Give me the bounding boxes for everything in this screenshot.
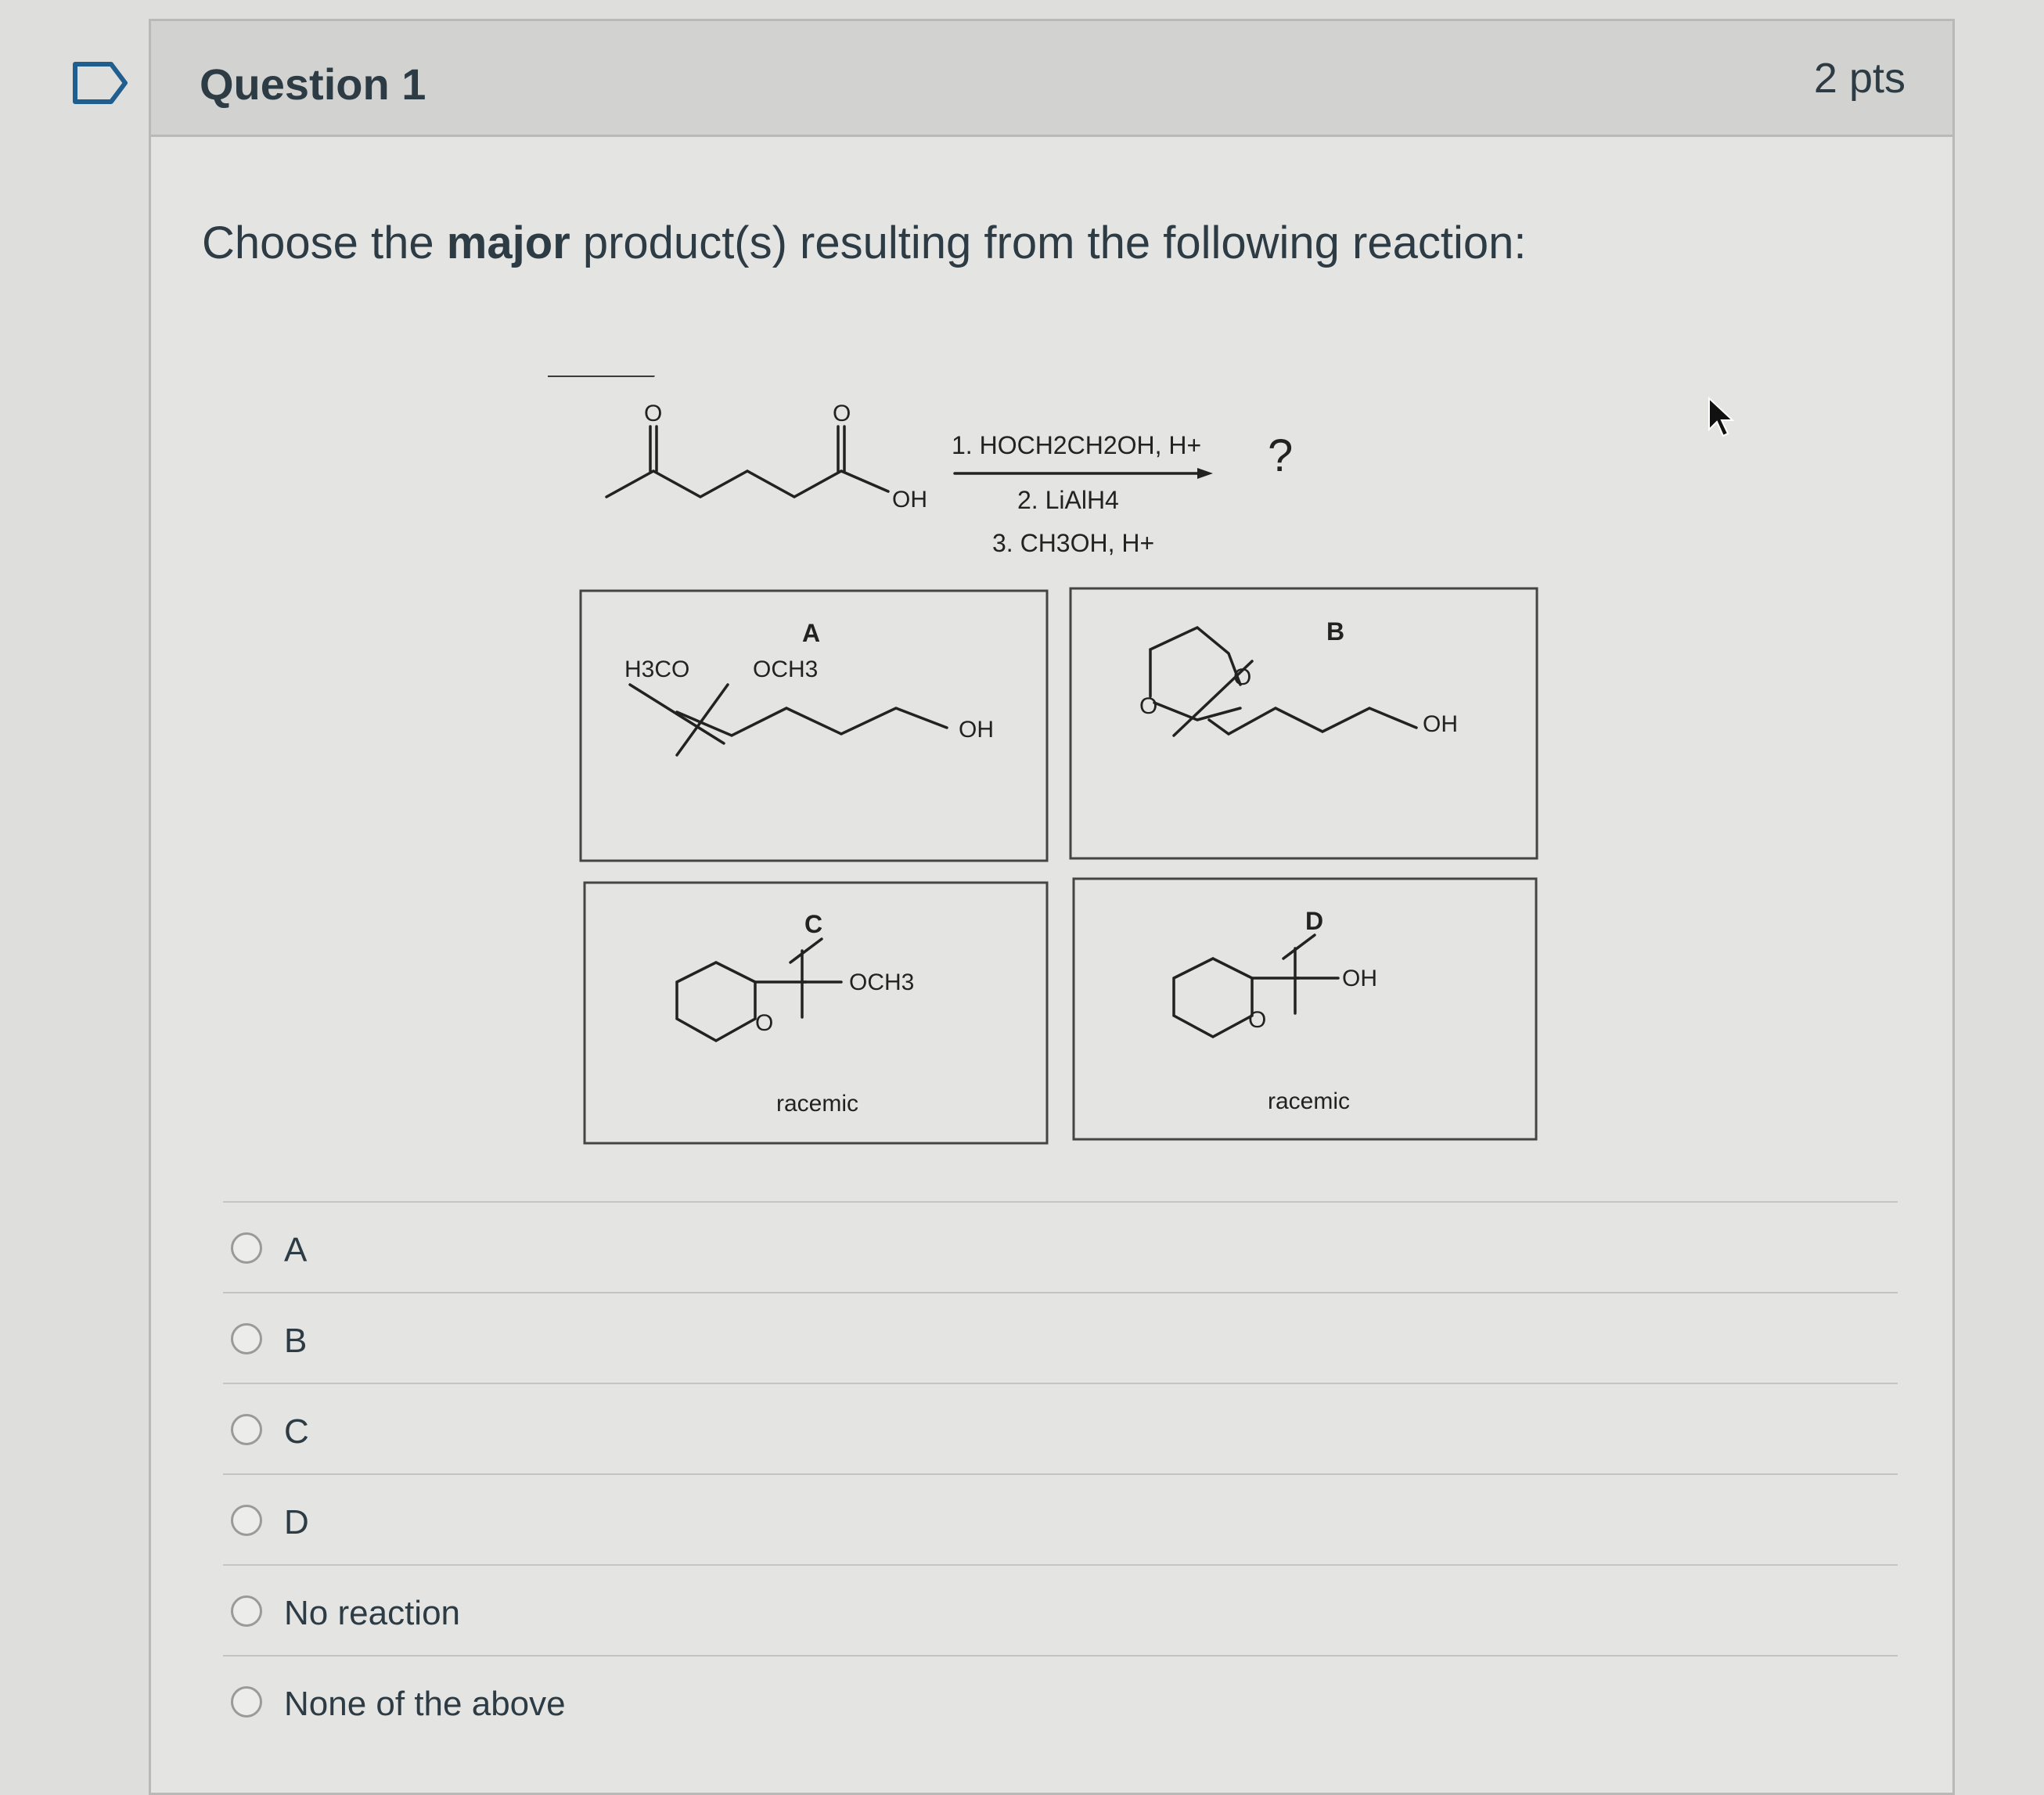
option-b-letter: B (1326, 617, 1345, 646)
option-a-oh: OH (959, 717, 994, 743)
reactant-oh: OH (892, 487, 927, 513)
option-b-oh: OH (1423, 711, 1458, 737)
answer-label: None of the above (284, 1685, 566, 1723)
option-b-o-ring-top: O (1233, 664, 1252, 690)
option-c-ring-o: O (755, 1010, 774, 1036)
reactant-o1: O (644, 401, 663, 426)
option-a-h3co: H3CO (624, 656, 690, 682)
reactant-o2: O (833, 401, 851, 426)
radio-icon[interactable] (231, 1505, 262, 1536)
prompt-emphasis: major (446, 218, 570, 268)
product-question-mark: ? (1268, 430, 1294, 481)
question-prompt: Choose the major product(s) resulting from the following reaction: (202, 218, 1527, 268)
answer-option-no-reaction[interactable] (223, 1564, 1898, 1655)
cursor-icon (1706, 395, 1737, 439)
condition-step2: 2. LiAlH4 (1017, 486, 1119, 514)
answer-label: B (284, 1322, 308, 1360)
option-a-och3: OCH3 (753, 656, 819, 682)
radio-icon[interactable] (231, 1323, 262, 1354)
option-c-racemic: racemic (776, 1091, 859, 1117)
condition-step1: 1. HOCH2CH2OH, H+ (952, 431, 1202, 459)
option-d-oh: OH (1342, 966, 1377, 991)
radio-icon[interactable] (231, 1414, 262, 1445)
option-c-letter: C (804, 910, 823, 938)
answer-option-b[interactable] (223, 1292, 1898, 1383)
answer-label: A (284, 1231, 308, 1269)
answer-option-c[interactable] (223, 1383, 1898, 1473)
option-d-ring-o: O (1248, 1007, 1267, 1033)
radio-icon[interactable] (231, 1232, 262, 1264)
option-c-och3: OCH3 (849, 969, 915, 995)
question-points: 2 pts (1813, 55, 1905, 102)
condition-step3: 3. CH3OH, H+ (992, 529, 1155, 557)
option-d-letter: D (1305, 907, 1324, 935)
option-d-racemic: racemic (1268, 1088, 1351, 1114)
answer-label: C (284, 1412, 309, 1451)
radio-icon[interactable] (231, 1595, 262, 1627)
reaction-scheme (548, 376, 1565, 1166)
radio-icon[interactable] (231, 1686, 262, 1718)
answer-option-none[interactable] (223, 1655, 1898, 1746)
answer-label: No reaction (284, 1594, 461, 1632)
question-header (151, 21, 1952, 137)
option-a-letter: A (802, 619, 821, 647)
answer-label: D (284, 1503, 309, 1541)
answer-list (223, 1201, 1898, 1746)
option-b-o-ring-left: O (1139, 693, 1158, 719)
flag-question-icon[interactable] (72, 61, 128, 105)
question-title: Question 1 (200, 59, 426, 109)
answer-option-d[interactable] (223, 1473, 1898, 1564)
answer-option-a[interactable] (223, 1201, 1898, 1292)
